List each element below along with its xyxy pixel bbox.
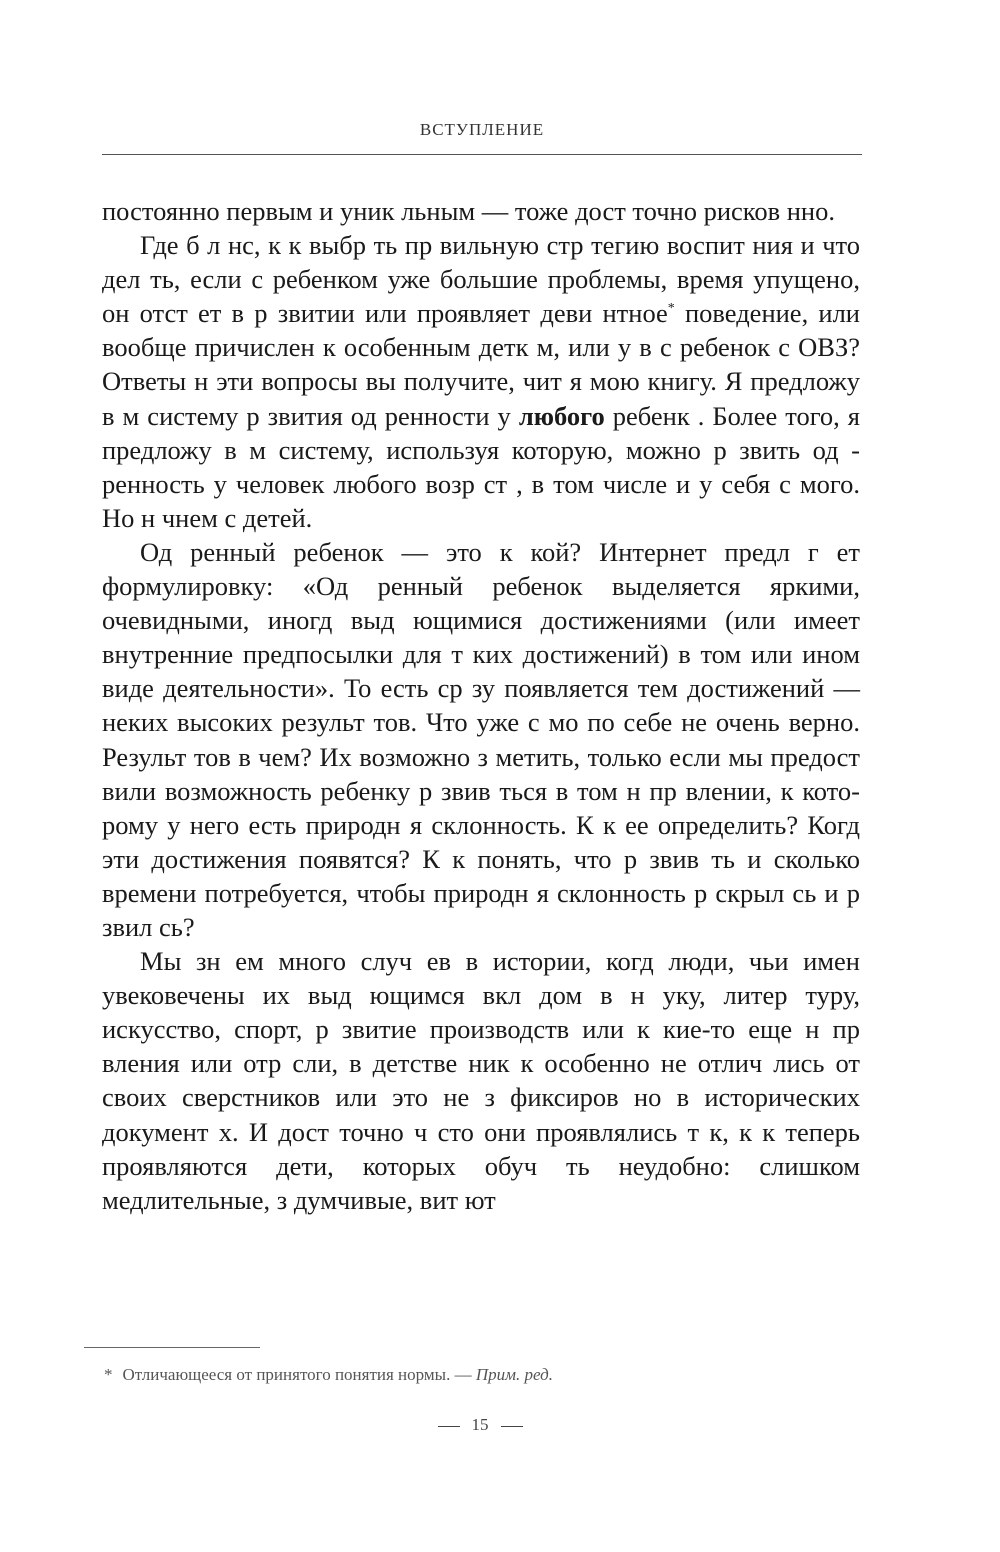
main-text: [102, 194, 860, 1217]
paragraph-4: Мы зн ем много случ ев в истории, когд люди, чьи имен увековечены их выд ющимся вкл дом в н уку, литер туру, искусство, спорт, р звитие производств или к кие-то еще н пр вления или отр сли, в детстве ник к особенно не отлич лись от своих сверстников или это не з фиксиров но в исторических документ х. И дост точно ч сто они проявлялись т к, к к теперь проявляются дети, которых обуч ть неудобно: слишком медлительные, з думчивые, вит ют: [102, 946, 860, 1215]
footnote-text: Отличающееся от принятого понятия нормы. —: [122, 1365, 476, 1384]
footnote-editor-note: Прим. ред.: [475, 1365, 553, 1384]
page-number-area: [380, 1415, 580, 1435]
paragraph-2-part-c: ребенк . Более того, я предложу в м систему, используя которую, можно р звить од ренность у человек любого возр ст , в том числе и у себя с мого. Но н чнем с детей.: [102, 400, 860, 533]
running-title: ВСТУПЛЕНИЕ: [419, 120, 545, 139]
paragraph-2-part-a: Где б л нс, к к выбр ть пр вильную стр тегию воспит ния и что дел ть, если с ребенком уже большие проблемы, время упущено, он отст ет в р звитии или проявляет деви нтное: [102, 230, 860, 329]
page-number-dash-left: [438, 1426, 460, 1427]
emphasis-bold: любого: [518, 400, 605, 431]
page-number-dash-right: [501, 1426, 523, 1427]
footnote-rule: [84, 1347, 260, 1348]
paragraph-2-part-b: поведение, или вообще причислен к особенным детк м, или у в с ребенок с ОВЗ? Ответы н эти вопросы вы получите, чит я мою книгу. Я предложу в м систему р звития од ренности у: [102, 298, 860, 431]
page-number: 15: [471, 1415, 489, 1434]
footnote: [104, 1364, 844, 1386]
footnote-marker: *: [104, 1365, 113, 1384]
footnote-reference: *: [667, 301, 675, 317]
paragraph-1: постоянно первым и уник льным — тоже дост точно рисков нно.: [102, 196, 835, 226]
paragraph-3: Од ренный ребенок — это к кой? Интернет предл г ет формулировку: «Од ренный ребенок выделяется яркими, очевидными, иногд выд ющимися достижениями (или имеет внутренние предпосылки для т ких достижений) в том или ином виде деятельности». То есть ср зу появляется тем достижений — неких высоких результ тов. Что уже с мо по себе не очень верно. Результ тов в чем? Их возможно з метить, только если мы предост вили возможность ребенку р звив ться в том н пр влении, к которому у него есть природн я склонность. К к ее определить? Когд эти достижения появятся? К к понять, что р звив ть и сколько времени потребуется, чтобы природн я склонность р скрыл сь и р звил сь?: [102, 536, 860, 942]
header-rule: [102, 154, 862, 155]
paragraph-2: [102, 228, 860, 535]
